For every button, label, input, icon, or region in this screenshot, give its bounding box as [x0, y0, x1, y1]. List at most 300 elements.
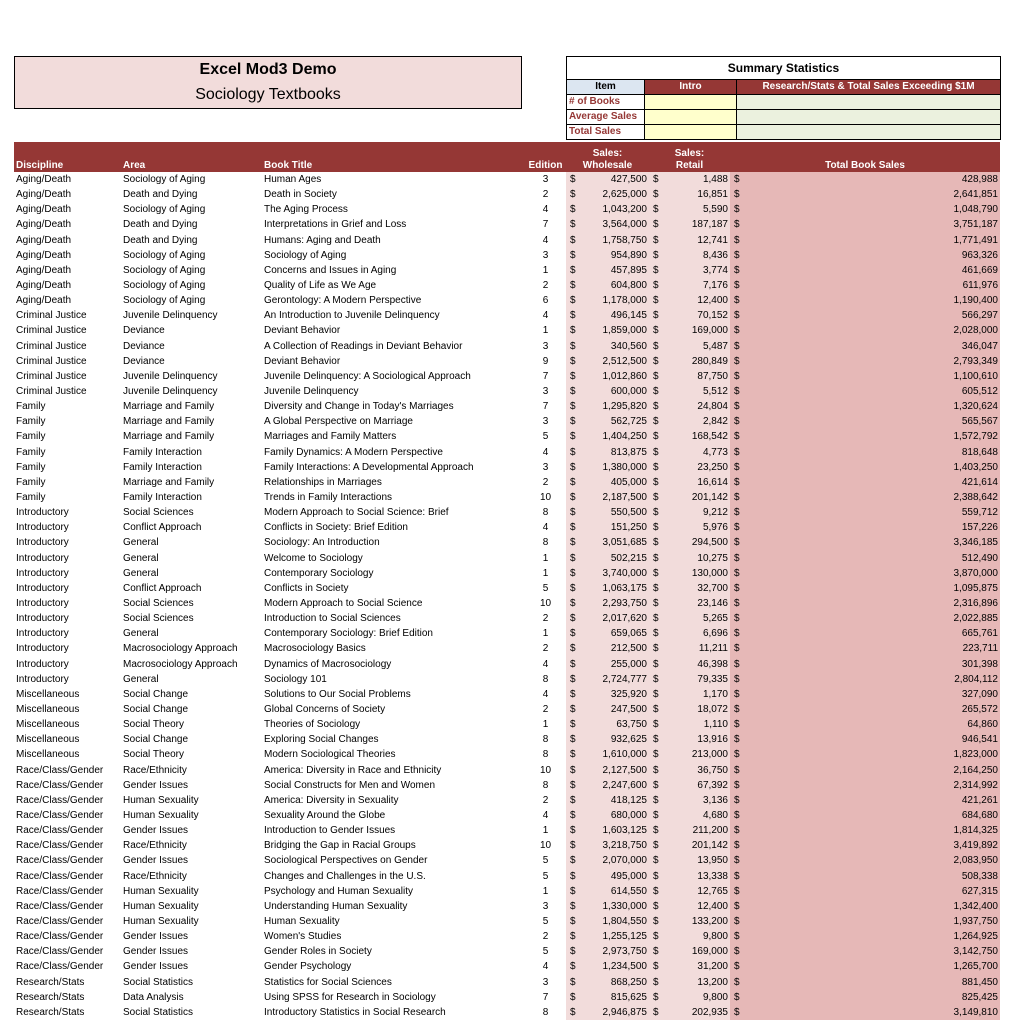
- wholesale-currency[interactable]: $: [566, 172, 580, 187]
- wholesale-currency[interactable]: $: [566, 717, 580, 732]
- book-title-cell[interactable]: Understanding Human Sexuality: [264, 900, 408, 912]
- area-cell[interactable]: Human Sexuality: [123, 900, 199, 912]
- total-sales-cell[interactable]: 512,490: [744, 551, 1000, 566]
- retail-cell[interactable]: 9,212: [663, 505, 730, 520]
- edition-cell[interactable]: 5: [542, 855, 549, 867]
- edition-cell[interactable]: 1: [542, 628, 549, 640]
- total-sales-cell[interactable]: 2,388,642: [744, 490, 1000, 505]
- wholesale-cell[interactable]: 3,740,000: [580, 566, 649, 581]
- total-sales-cell[interactable]: 3,149,810: [744, 1005, 1000, 1020]
- retail-currency[interactable]: $: [649, 566, 663, 581]
- total-sales-cell[interactable]: 3,751,187: [744, 217, 1000, 232]
- discipline-cell[interactable]: Miscellaneous: [16, 688, 80, 700]
- discipline-cell[interactable]: Introductory: [16, 613, 69, 625]
- book-title-cell[interactable]: Deviant Behavior: [264, 325, 341, 337]
- book-title-cell[interactable]: Bridging the Gap in Racial Groups: [264, 840, 416, 852]
- total-sales-cell[interactable]: 946,541: [744, 732, 1000, 747]
- retail-currency[interactable]: $: [649, 702, 663, 717]
- wholesale-cell[interactable]: 604,800: [580, 278, 649, 293]
- edition-cell[interactable]: 5: [542, 915, 549, 927]
- discipline-cell[interactable]: Race/Class/Gender: [16, 961, 104, 973]
- total-sales-cell[interactable]: 2,028,000: [744, 323, 1000, 338]
- summary-row-label[interactable]: Total Sales: [567, 125, 645, 140]
- wholesale-cell[interactable]: 815,625: [580, 990, 649, 1005]
- retail-currency[interactable]: $: [649, 384, 663, 399]
- retail-currency[interactable]: $: [649, 641, 663, 656]
- wholesale-cell[interactable]: 151,250: [580, 520, 649, 535]
- retail-currency[interactable]: $: [649, 414, 663, 429]
- book-title-cell[interactable]: An Introduction to Juvenile Delinquency: [264, 310, 440, 322]
- area-cell[interactable]: Family Interaction: [123, 446, 202, 458]
- book-title-cell[interactable]: Sexuality Around the Globe: [264, 809, 386, 821]
- discipline-cell[interactable]: Miscellaneous: [16, 734, 80, 746]
- book-title-cell[interactable]: Using SPSS for Research in Sociology: [264, 991, 436, 1003]
- wholesale-cell[interactable]: 2,017,620: [580, 611, 649, 626]
- total-sales-cell[interactable]: 2,314,992: [744, 778, 1000, 793]
- total-currency[interactable]: $: [730, 641, 744, 656]
- area-cell[interactable]: Marriage and Family: [123, 401, 215, 413]
- area-cell[interactable]: Human Sexuality: [123, 794, 199, 806]
- retail-cell[interactable]: 23,250: [663, 460, 730, 475]
- total-sales-cell[interactable]: 2,316,896: [744, 596, 1000, 611]
- retail-currency[interactable]: $: [649, 884, 663, 899]
- discipline-cell[interactable]: Miscellaneous: [16, 719, 80, 731]
- total-currency[interactable]: $: [730, 217, 744, 232]
- edition-cell[interactable]: 1: [542, 825, 549, 837]
- book-title-cell[interactable]: Death in Society: [264, 189, 337, 201]
- retail-cell[interactable]: 16,614: [663, 475, 730, 490]
- edition-cell[interactable]: 3: [542, 174, 549, 186]
- col-header-retail[interactable]: [649, 142, 730, 172]
- edition-cell[interactable]: 1: [542, 325, 549, 337]
- discipline-cell[interactable]: Race/Class/Gender: [16, 779, 104, 791]
- total-sales-cell[interactable]: 1,048,790: [744, 202, 1000, 217]
- total-currency[interactable]: $: [730, 384, 744, 399]
- wholesale-currency[interactable]: $: [566, 293, 580, 308]
- total-sales-cell[interactable]: 2,804,112: [744, 672, 1000, 687]
- total-currency[interactable]: $: [730, 974, 744, 989]
- retail-currency[interactable]: $: [649, 187, 663, 202]
- wholesale-currency[interactable]: $: [566, 581, 580, 596]
- edition-cell[interactable]: 3: [542, 386, 549, 398]
- total-sales-cell[interactable]: 2,793,349: [744, 354, 1000, 369]
- total-sales-cell[interactable]: 881,450: [744, 974, 1000, 989]
- edition-cell[interactable]: 2: [542, 794, 549, 806]
- edition-cell[interactable]: 8: [542, 1006, 549, 1018]
- wholesale-currency[interactable]: $: [566, 354, 580, 369]
- area-cell[interactable]: General: [123, 628, 159, 640]
- area-cell[interactable]: Social Sciences: [123, 598, 194, 609]
- wholesale-cell[interactable]: 1,603,125: [580, 823, 649, 838]
- wholesale-cell[interactable]: 325,920: [580, 687, 649, 702]
- book-title-cell[interactable]: Psychology and Human Sexuality: [264, 885, 413, 897]
- total-sales-cell[interactable]: 611,976: [744, 278, 1000, 293]
- wholesale-currency[interactable]: $: [566, 460, 580, 475]
- total-currency[interactable]: $: [730, 914, 744, 929]
- book-title-cell[interactable]: Conflicts in Society: Brief Edition: [264, 522, 408, 534]
- retail-cell[interactable]: 5,265: [663, 611, 730, 626]
- total-sales-cell[interactable]: 2,083,950: [744, 853, 1000, 868]
- retail-cell[interactable]: 1,110: [663, 717, 730, 732]
- discipline-cell[interactable]: Introductory: [16, 552, 69, 564]
- edition-cell[interactable]: 1: [542, 719, 549, 731]
- retail-cell[interactable]: 70,152: [663, 308, 730, 323]
- retail-currency[interactable]: $: [649, 657, 663, 672]
- total-sales-cell[interactable]: 265,572: [744, 702, 1000, 717]
- wholesale-cell[interactable]: 1,330,000: [580, 899, 649, 914]
- discipline-cell[interactable]: Aging/Death: [16, 295, 72, 307]
- book-title-cell[interactable]: Modern Approach to Social Science: [264, 598, 423, 609]
- discipline-cell[interactable]: Race/Class/Gender: [16, 809, 104, 821]
- area-cell[interactable]: Race/Ethnicity: [123, 870, 187, 882]
- area-cell[interactable]: Deviance: [123, 340, 165, 352]
- wholesale-cell[interactable]: 2,973,750: [580, 944, 649, 959]
- book-title-cell[interactable]: The Aging Process: [264, 204, 348, 216]
- wholesale-currency[interactable]: $: [566, 520, 580, 535]
- total-currency[interactable]: $: [730, 808, 744, 823]
- edition-cell[interactable]: 9: [542, 355, 549, 367]
- retail-cell[interactable]: 12,765: [663, 884, 730, 899]
- wholesale-currency[interactable]: $: [566, 369, 580, 384]
- wholesale-cell[interactable]: 954,890: [580, 248, 649, 263]
- summary-intro-cell[interactable]: [645, 110, 737, 125]
- total-sales-cell[interactable]: 346,047: [744, 339, 1000, 354]
- total-sales-cell[interactable]: 508,338: [744, 868, 1000, 883]
- retail-currency[interactable]: $: [649, 248, 663, 263]
- retail-currency[interactable]: $: [649, 990, 663, 1005]
- wholesale-cell[interactable]: 2,187,500: [580, 490, 649, 505]
- book-title-cell[interactable]: Women's Studies: [264, 931, 342, 943]
- edition-cell[interactable]: 10: [539, 598, 552, 609]
- total-currency[interactable]: $: [730, 778, 744, 793]
- edition-cell[interactable]: 1: [542, 264, 549, 276]
- retail-currency[interactable]: $: [649, 808, 663, 823]
- area-cell[interactable]: Gender Issues: [123, 779, 189, 791]
- area-cell[interactable]: General: [123, 552, 159, 564]
- retail-currency[interactable]: $: [649, 672, 663, 687]
- total-currency[interactable]: $: [730, 445, 744, 460]
- total-sales-cell[interactable]: 1,403,250: [744, 460, 1000, 475]
- edition-cell[interactable]: 8: [542, 749, 549, 761]
- area-cell[interactable]: Social Statistics: [123, 1006, 194, 1018]
- retail-cell[interactable]: 46,398: [663, 657, 730, 672]
- retail-cell[interactable]: 13,200: [663, 974, 730, 989]
- edition-cell[interactable]: 7: [542, 991, 549, 1003]
- area-cell[interactable]: Data Analysis: [123, 991, 184, 1003]
- edition-cell[interactable]: 4: [542, 961, 549, 973]
- book-title-cell[interactable]: America: Diversity in Sexuality: [264, 794, 399, 806]
- discipline-cell[interactable]: Aging/Death: [16, 189, 72, 201]
- retail-currency[interactable]: $: [649, 899, 663, 914]
- retail-currency[interactable]: $: [649, 460, 663, 475]
- book-title-cell[interactable]: Human Ages: [264, 174, 322, 186]
- total-currency[interactable]: $: [730, 460, 744, 475]
- edition-cell[interactable]: 2: [542, 643, 549, 655]
- area-cell[interactable]: Gender Issues: [123, 946, 189, 958]
- area-cell[interactable]: Social Statistics: [123, 976, 194, 988]
- discipline-cell[interactable]: Aging/Death: [16, 234, 72, 246]
- retail-cell[interactable]: 168,542: [663, 429, 730, 444]
- wholesale-cell[interactable]: 2,070,000: [580, 853, 649, 868]
- retail-currency[interactable]: $: [649, 611, 663, 626]
- book-title-cell[interactable]: Introduction to Gender Issues: [264, 825, 396, 837]
- edition-cell[interactable]: 4: [542, 310, 549, 322]
- total-currency[interactable]: $: [730, 1005, 744, 1020]
- retail-currency[interactable]: $: [649, 293, 663, 308]
- total-sales-cell[interactable]: 1,320,624: [744, 399, 1000, 414]
- summary-header-item[interactable]: Item: [567, 80, 645, 95]
- discipline-cell[interactable]: Family: [16, 431, 46, 443]
- retail-currency[interactable]: $: [649, 762, 663, 777]
- wholesale-cell[interactable]: 1,380,000: [580, 460, 649, 475]
- total-sales-cell[interactable]: 1,572,792: [744, 429, 1000, 444]
- wholesale-currency[interactable]: $: [566, 853, 580, 868]
- wholesale-cell[interactable]: 1,610,000: [580, 747, 649, 762]
- wholesale-currency[interactable]: $: [566, 641, 580, 656]
- book-title-cell[interactable]: Concerns and Issues in Aging: [264, 264, 397, 276]
- total-currency[interactable]: $: [730, 520, 744, 535]
- edition-cell[interactable]: 1: [542, 567, 549, 579]
- edition-cell[interactable]: 2: [542, 613, 549, 625]
- discipline-cell[interactable]: Introductory: [16, 522, 69, 534]
- col-header-edition[interactable]: Edition: [525, 142, 566, 172]
- edition-cell[interactable]: 1: [542, 552, 549, 564]
- total-sales-cell[interactable]: 2,641,851: [744, 187, 1000, 202]
- area-cell[interactable]: Human Sexuality: [123, 885, 199, 897]
- area-cell[interactable]: Juvenile Delinquency: [123, 370, 218, 382]
- wholesale-cell[interactable]: 1,043,200: [580, 202, 649, 217]
- retail-currency[interactable]: $: [649, 778, 663, 793]
- wholesale-currency[interactable]: $: [566, 596, 580, 611]
- total-sales-cell[interactable]: 565,567: [744, 414, 1000, 429]
- book-title-cell[interactable]: Relationships in Marriages: [264, 476, 382, 488]
- wholesale-cell[interactable]: 2,247,600: [580, 778, 649, 793]
- retail-cell[interactable]: 23,146: [663, 596, 730, 611]
- retail-currency[interactable]: $: [649, 429, 663, 444]
- retail-cell[interactable]: 294,500: [663, 535, 730, 550]
- retail-cell[interactable]: 9,800: [663, 990, 730, 1005]
- total-sales-cell[interactable]: 1,814,325: [744, 823, 1000, 838]
- area-cell[interactable]: Social Theory: [123, 719, 184, 731]
- retail-cell[interactable]: 5,976: [663, 520, 730, 535]
- total-sales-cell[interactable]: 605,512: [744, 384, 1000, 399]
- retail-currency[interactable]: $: [649, 535, 663, 550]
- retail-currency[interactable]: $: [649, 581, 663, 596]
- discipline-cell[interactable]: Race/Class/Gender: [16, 855, 104, 867]
- wholesale-currency[interactable]: $: [566, 899, 580, 914]
- discipline-cell[interactable]: Aging/Death: [16, 280, 72, 292]
- col-header-book-title[interactable]: Book Title: [262, 142, 525, 172]
- wholesale-currency[interactable]: $: [566, 974, 580, 989]
- total-currency[interactable]: $: [730, 944, 744, 959]
- total-currency[interactable]: $: [730, 626, 744, 641]
- area-cell[interactable]: General: [123, 673, 159, 685]
- total-sales-cell[interactable]: 1,823,000: [744, 747, 1000, 762]
- total-currency[interactable]: $: [730, 339, 744, 354]
- area-cell[interactable]: General: [123, 537, 159, 549]
- book-title-cell[interactable]: Introductory Statistics in Social Research: [264, 1006, 446, 1018]
- area-cell[interactable]: Sociology of Aging: [123, 174, 206, 186]
- discipline-cell[interactable]: Criminal Justice: [16, 386, 87, 398]
- area-cell[interactable]: Social Sciences: [123, 507, 194, 519]
- wholesale-cell[interactable]: 502,215: [580, 551, 649, 566]
- area-cell[interactable]: Gender Issues: [123, 931, 189, 943]
- total-sales-cell[interactable]: 1,264,925: [744, 929, 1000, 944]
- book-title-cell[interactable]: Introduction to Social Sciences: [264, 613, 401, 625]
- retail-currency[interactable]: $: [649, 717, 663, 732]
- wholesale-cell[interactable]: 212,500: [580, 641, 649, 656]
- retail-cell[interactable]: 8,436: [663, 248, 730, 263]
- edition-cell[interactable]: 4: [542, 234, 549, 246]
- book-title-cell[interactable]: Social Constructs for Men and Women: [264, 779, 436, 791]
- wholesale-currency[interactable]: $: [566, 929, 580, 944]
- summary-row-label[interactable]: Average Sales: [567, 110, 645, 125]
- wholesale-currency[interactable]: $: [566, 505, 580, 520]
- wholesale-cell[interactable]: 2,946,875: [580, 1005, 649, 1020]
- retail-cell[interactable]: 6,696: [663, 626, 730, 641]
- wholesale-currency[interactable]: $: [566, 202, 580, 217]
- retail-cell[interactable]: 1,488: [663, 172, 730, 187]
- discipline-cell[interactable]: Aging/Death: [16, 249, 72, 261]
- retail-currency[interactable]: $: [649, 793, 663, 808]
- summary-title[interactable]: Summary Statistics: [567, 57, 1001, 80]
- area-cell[interactable]: Gender Issues: [123, 961, 189, 973]
- wholesale-currency[interactable]: $: [566, 475, 580, 490]
- wholesale-cell[interactable]: 813,875: [580, 445, 649, 460]
- area-cell[interactable]: Race/Ethnicity: [123, 764, 187, 776]
- retail-cell[interactable]: 16,851: [663, 187, 730, 202]
- area-cell[interactable]: Macrosociology Approach: [123, 643, 238, 655]
- discipline-cell[interactable]: Miscellaneous: [16, 703, 80, 715]
- retail-currency[interactable]: $: [649, 505, 663, 520]
- discipline-cell[interactable]: Criminal Justice: [16, 355, 87, 367]
- discipline-cell[interactable]: Race/Class/Gender: [16, 915, 104, 927]
- book-title-cell[interactable]: Family Dynamics: A Modern Perspective: [264, 446, 443, 458]
- total-currency[interactable]: $: [730, 596, 744, 611]
- total-sales-cell[interactable]: 1,190,400: [744, 293, 1000, 308]
- total-currency[interactable]: $: [730, 581, 744, 596]
- discipline-cell[interactable]: Race/Class/Gender: [16, 931, 104, 943]
- retail-cell[interactable]: 67,392: [663, 778, 730, 793]
- book-title-cell[interactable]: Sociology 101: [264, 673, 327, 685]
- retail-currency[interactable]: $: [649, 959, 663, 974]
- area-cell[interactable]: Social Change: [123, 688, 189, 700]
- area-cell[interactable]: Race/Ethnicity: [123, 840, 187, 852]
- retail-currency[interactable]: $: [649, 172, 663, 187]
- book-title-cell[interactable]: Humans: Aging and Death: [264, 234, 381, 246]
- wholesale-currency[interactable]: $: [566, 611, 580, 626]
- area-cell[interactable]: Death and Dying: [123, 234, 198, 246]
- area-cell[interactable]: Sociology of Aging: [123, 295, 206, 307]
- retail-currency[interactable]: $: [649, 626, 663, 641]
- wholesale-cell[interactable]: 2,293,750: [580, 596, 649, 611]
- total-sales-cell[interactable]: 1,100,610: [744, 369, 1000, 384]
- total-sales-cell[interactable]: 1,937,750: [744, 914, 1000, 929]
- total-sales-cell[interactable]: 1,771,491: [744, 233, 1000, 248]
- wholesale-cell[interactable]: 550,500: [580, 505, 649, 520]
- total-currency[interactable]: $: [730, 732, 744, 747]
- wholesale-cell[interactable]: 2,625,000: [580, 187, 649, 202]
- total-sales-cell[interactable]: 3,870,000: [744, 566, 1000, 581]
- wholesale-cell[interactable]: 1,758,750: [580, 233, 649, 248]
- book-title-cell[interactable]: Trends in Family Interactions: [264, 492, 393, 504]
- total-currency[interactable]: $: [730, 399, 744, 414]
- total-currency[interactable]: $: [730, 657, 744, 672]
- retail-cell[interactable]: 87,750: [663, 369, 730, 384]
- retail-cell[interactable]: 202,935: [663, 1005, 730, 1020]
- retail-currency[interactable]: $: [649, 369, 663, 384]
- wholesale-currency[interactable]: $: [566, 793, 580, 808]
- wholesale-currency[interactable]: $: [566, 1005, 580, 1020]
- discipline-cell[interactable]: Family: [16, 446, 46, 458]
- total-sales-cell[interactable]: 327,090: [744, 687, 1000, 702]
- total-currency[interactable]: $: [730, 853, 744, 868]
- total-currency[interactable]: $: [730, 672, 744, 687]
- retail-cell[interactable]: 31,200: [663, 959, 730, 974]
- total-currency[interactable]: $: [730, 747, 744, 762]
- total-sales-cell[interactable]: 825,425: [744, 990, 1000, 1005]
- edition-cell[interactable]: 7: [542, 219, 549, 231]
- book-title-cell[interactable]: Juvenile Delinquency: [264, 386, 359, 398]
- total-currency[interactable]: $: [730, 929, 744, 944]
- retail-cell[interactable]: 280,849: [663, 354, 730, 369]
- discipline-cell[interactable]: Introductory: [16, 643, 69, 655]
- retail-cell[interactable]: 169,000: [663, 944, 730, 959]
- total-sales-cell[interactable]: 3,346,185: [744, 535, 1000, 550]
- total-currency[interactable]: $: [730, 762, 744, 777]
- wholesale-currency[interactable]: $: [566, 217, 580, 232]
- edition-cell[interactable]: 8: [542, 734, 549, 746]
- discipline-cell[interactable]: Research/Stats: [16, 991, 85, 1003]
- wholesale-cell[interactable]: 247,500: [580, 702, 649, 717]
- retail-currency[interactable]: $: [649, 202, 663, 217]
- total-sales-cell[interactable]: 1,265,700: [744, 959, 1000, 974]
- discipline-cell[interactable]: Introductory: [16, 507, 69, 519]
- discipline-cell[interactable]: Introductory: [16, 658, 69, 670]
- edition-cell[interactable]: 6: [542, 295, 549, 307]
- summary-row-label[interactable]: # of Books: [567, 95, 645, 110]
- edition-cell[interactable]: 4: [542, 688, 549, 700]
- total-currency[interactable]: $: [730, 475, 744, 490]
- retail-cell[interactable]: 3,774: [663, 263, 730, 278]
- retail-currency[interactable]: $: [649, 217, 663, 232]
- retail-currency[interactable]: $: [649, 868, 663, 883]
- area-cell[interactable]: Conflict Approach: [123, 522, 202, 534]
- discipline-cell[interactable]: Race/Class/Gender: [16, 900, 104, 912]
- wholesale-cell[interactable]: 600,000: [580, 384, 649, 399]
- area-cell[interactable]: Human Sexuality: [123, 809, 199, 821]
- wholesale-cell[interactable]: 1,063,175: [580, 581, 649, 596]
- area-cell[interactable]: Family Interaction: [123, 492, 202, 504]
- total-currency[interactable]: $: [730, 838, 744, 853]
- wholesale-cell[interactable]: 495,000: [580, 868, 649, 883]
- discipline-cell[interactable]: Introductory: [16, 582, 69, 594]
- wholesale-currency[interactable]: $: [566, 339, 580, 354]
- edition-cell[interactable]: 8: [542, 507, 549, 519]
- retail-currency[interactable]: $: [649, 974, 663, 989]
- edition-cell[interactable]: 10: [539, 840, 552, 852]
- retail-cell[interactable]: 18,072: [663, 702, 730, 717]
- col-header-area[interactable]: Area: [121, 142, 262, 172]
- discipline-cell[interactable]: Aging/Death: [16, 219, 72, 231]
- edition-cell[interactable]: 10: [539, 764, 552, 776]
- wholesale-cell[interactable]: 1,804,550: [580, 914, 649, 929]
- total-currency[interactable]: $: [730, 248, 744, 263]
- retail-currency[interactable]: $: [649, 914, 663, 929]
- retail-currency[interactable]: $: [649, 475, 663, 490]
- discipline-cell[interactable]: Race/Class/Gender: [16, 764, 104, 776]
- edition-cell[interactable]: 2: [542, 280, 549, 292]
